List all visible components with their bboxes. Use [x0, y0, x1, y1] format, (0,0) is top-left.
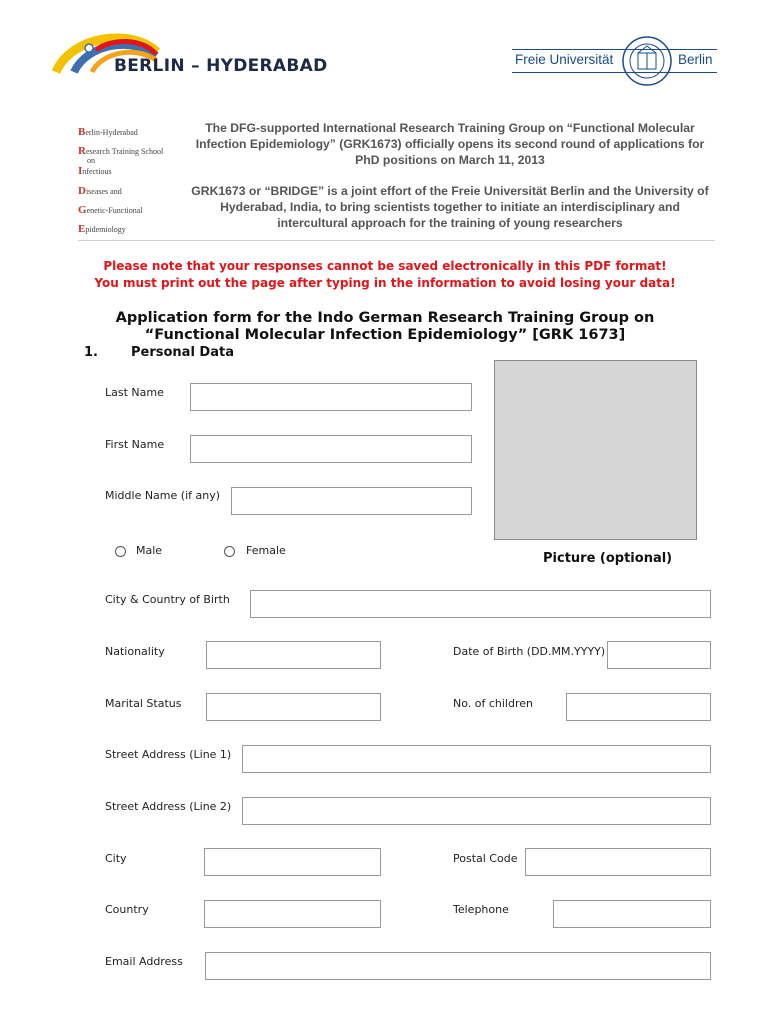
picture-label: Picture (optional)	[543, 551, 673, 566]
city-country-birth-label: City & Country of Birth	[105, 593, 230, 606]
first-name-label: First Name	[105, 438, 165, 451]
form-title-line-1: Application form for the Indo German Research Training Group on	[115, 310, 655, 326]
postal-code-field[interactable]	[525, 848, 711, 876]
middle-name-field[interactable]	[231, 487, 472, 515]
female-radio[interactable]	[224, 546, 235, 557]
acronym-line: Epidemiology	[78, 223, 126, 235]
acronym-line: Diseases and	[78, 185, 122, 197]
dob-label: Date of Birth (DD.MM.YYYY)	[453, 645, 606, 658]
acronym-line: Infectious	[78, 165, 112, 177]
fu-logo-text-2: Berlin	[678, 52, 713, 67]
fu-seal-icon	[621, 35, 673, 87]
intro-paragraph-2: GRK1673 or “BRIDGE” is a joint effort of the Freie Universität Berlin and the University of Hyderabad, India, to bring scientists together to initiate an interdisciplinary and intercultural approach for the training of young researchers	[191, 184, 709, 230]
first-name-field[interactable]	[190, 435, 472, 463]
children-label: No. of children	[453, 697, 533, 710]
street-line-1-label: Street Address (Line 1)	[105, 748, 232, 761]
picture-upload-box[interactable]	[494, 360, 697, 540]
email-label: Email Address	[105, 955, 183, 968]
marital-status-label: Marital Status	[105, 697, 182, 710]
berlin-hyderabad-logo	[52, 30, 328, 80]
acronym-line: Genetic-Functional	[78, 204, 143, 216]
city-country-birth-field[interactable]	[250, 590, 711, 618]
street-line-2-field[interactable]	[242, 797, 711, 825]
country-label: Country	[105, 903, 149, 916]
acronym-list	[78, 127, 178, 236]
marital-status-field[interactable]	[206, 693, 381, 721]
dob-field[interactable]	[607, 641, 711, 669]
female-label: Female	[246, 544, 286, 557]
street-line-1-field[interactable]	[242, 745, 711, 773]
acronym-line: Berlin-Hyderabad	[78, 126, 138, 138]
last-name-label: Last Name	[105, 386, 164, 399]
city-label: City	[105, 852, 127, 865]
logo-title: BERLIN – HYDERABAD	[114, 56, 328, 76]
male-radio[interactable]	[115, 546, 126, 557]
nationality-field[interactable]	[206, 641, 381, 669]
male-label: Male	[136, 544, 163, 557]
acronym-line: Research Training School	[78, 145, 164, 157]
section-title: Personal Data	[131, 345, 234, 360]
street-line-2-label: Street Address (Line 2)	[105, 800, 232, 813]
nationality-label: Nationality	[105, 645, 165, 658]
acronym-line: on	[87, 156, 95, 165]
intro-paragraph-1: The DFG-supported International Research Training Group on “Functional Molecular Infection Epidemiology” (GRK1673) officially opens its second round of applications for PhD positions on March 11, 2013	[195, 121, 705, 167]
children-field[interactable]	[566, 693, 711, 721]
section-number: 1.	[84, 345, 98, 360]
fu-logo-text-1: Freie Universität	[515, 52, 614, 67]
email-field[interactable]	[205, 952, 711, 980]
warning-line-1: Please note that your responses cannot be saved electronically in this PDF format!	[103, 259, 667, 273]
header-divider	[78, 240, 715, 241]
fu-berlin-logo	[512, 36, 717, 86]
postal-code-label: Postal Code	[453, 852, 518, 865]
telephone-label: Telephone	[453, 903, 509, 916]
form-title-line-2: “Functional Molecular Infection Epidemiology” [GRK 1673]	[144, 327, 626, 343]
warning-line-2: You must print out the page after typing in the information to avoid losing your data!	[94, 276, 676, 290]
last-name-field[interactable]	[190, 383, 472, 411]
city-field[interactable]	[204, 848, 381, 876]
telephone-field[interactable]	[553, 900, 711, 928]
middle-name-label: Middle Name (if any)	[105, 489, 221, 502]
country-field[interactable]	[204, 900, 381, 928]
